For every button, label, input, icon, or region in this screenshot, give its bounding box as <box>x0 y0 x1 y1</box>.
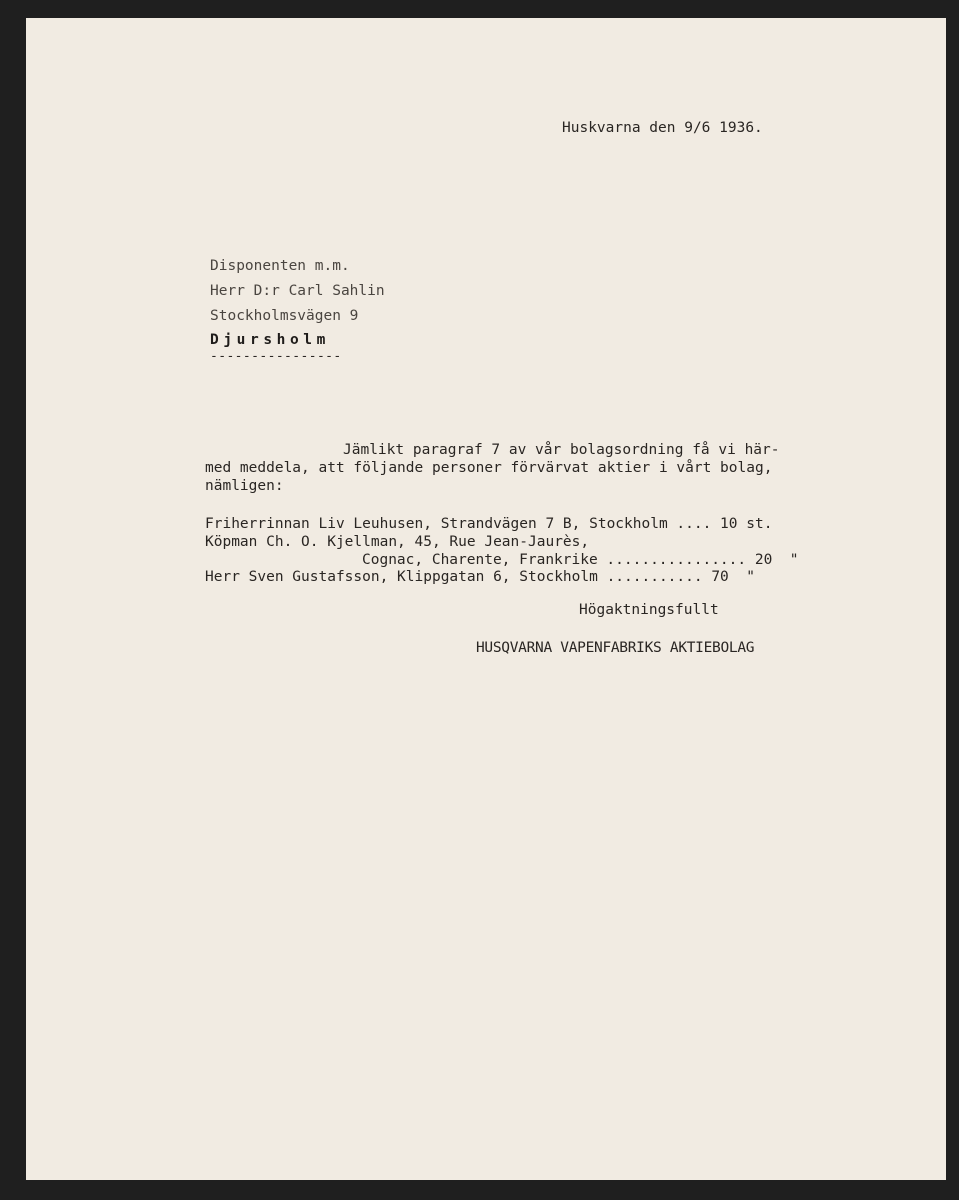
shareholder-line-1: Friherrinnan Liv Leuhusen, Strandvägen 7 B, Stockholm .... 10 st. <box>205 516 773 532</box>
letter-page <box>26 18 946 1180</box>
watermark-bottom <box>466 1028 485 1098</box>
body-line-1: Jämlikt paragraf 7 av vår bolagsordning få vi här- <box>343 442 780 458</box>
shareholder-line-2: Köpman Ch. O. Kjellman, 45, Rue Jean-Jaurès, <box>205 534 590 550</box>
recipient-city-underline: ---------------- <box>210 349 342 364</box>
recipient-name: Herr D:r Carl Sahlin <box>210 283 385 299</box>
shareholder-line-3: Cognac, Charente, Frankrike ................ 20 " <box>362 552 799 568</box>
body-line-3: nämligen: <box>205 478 284 494</box>
company-name: HUSQVARNA VAPENFABRIKS AKTIEBOLAG <box>476 640 755 656</box>
recipient-city: Djursholm <box>210 332 330 348</box>
place-date: Huskvarna den 9/6 1936. <box>562 120 763 136</box>
body-line-2: med meddela, att följande personer förvärvat aktier i vårt bolag, <box>205 460 773 476</box>
watermark-top <box>466 28 485 98</box>
shareholder-line-4: Herr Sven Gustafsson, Klippgatan 6, Stockholm ........... 70 " <box>205 569 755 585</box>
recipient-title: Disponenten m.m. <box>210 258 350 274</box>
recipient-street: Stockholmsvägen 9 <box>210 308 359 324</box>
closing: Högaktningsfullt <box>579 602 719 618</box>
